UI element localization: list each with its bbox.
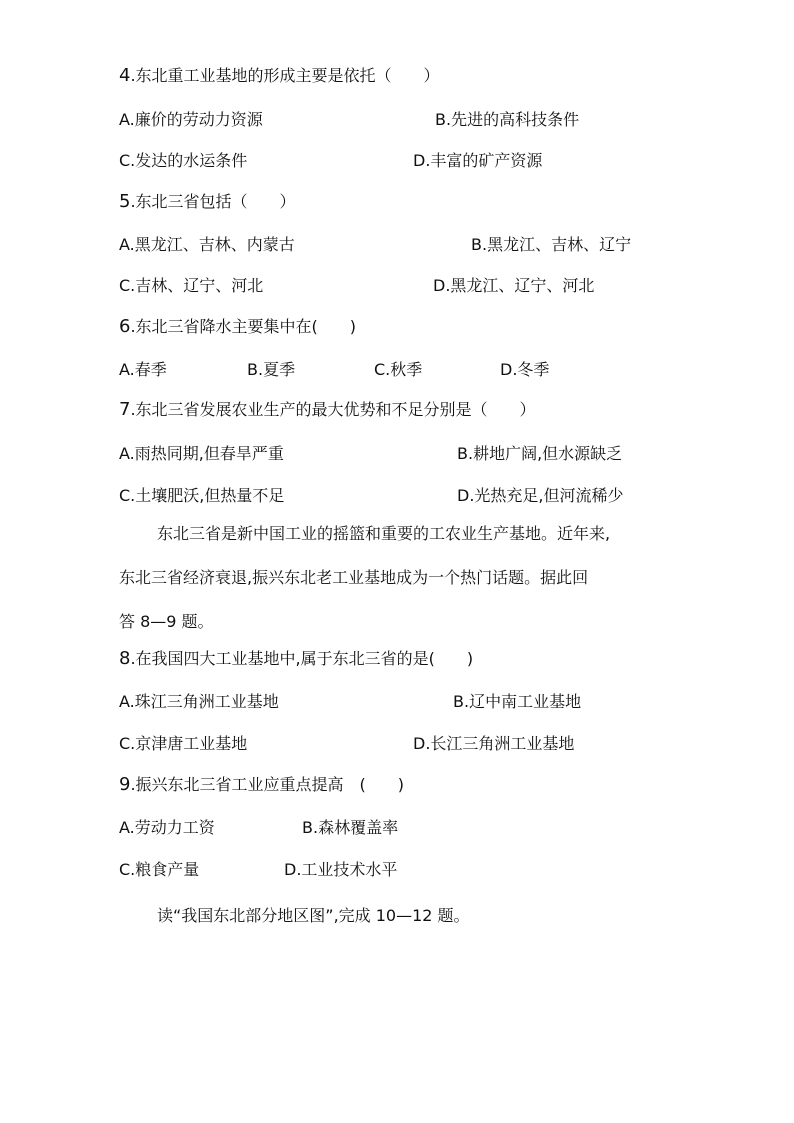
question-8	[119, 649, 473, 669]
option-8a: A.珠江三角洲工业基地	[119, 692, 279, 711]
option-6d: D.冬季	[500, 360, 550, 379]
option-7c: C.土壤肥沃,但热量不足	[119, 486, 285, 505]
option-6c: C.秋季	[374, 360, 423, 379]
question-number: 6	[119, 316, 131, 337]
question-text: .在我国四大工业基地中,属于东北三省的是( )	[130, 649, 474, 668]
option-9c: C.粮食产量	[119, 860, 200, 879]
option-8c: C.京津唐工业基地	[119, 734, 248, 753]
passage-line-1: 东北三省是新中国工业的摇篮和重要的工农业生产基地。近年来,	[157, 524, 611, 543]
question-7	[119, 400, 536, 420]
question-number: 5	[119, 191, 131, 212]
option-8b: B.辽中南工业基地	[453, 692, 582, 711]
option-6b: B.夏季	[247, 360, 296, 379]
question-5	[119, 192, 296, 212]
question-number: 8	[119, 648, 131, 669]
passage-line-3: 答 8—9 题。	[119, 612, 214, 631]
question-text: .东北三省降水主要集中在( )	[130, 317, 357, 336]
option-9d: D.工业技术水平	[284, 860, 398, 879]
map-intro: 读“我国东北部分地区图”,完成 10—12 题。	[157, 906, 470, 925]
option-5c: C.吉林、辽宁、河北	[119, 276, 264, 295]
option-4b: B.先进的高科技条件	[435, 110, 580, 129]
option-9a: A.劳动力工资	[119, 818, 215, 837]
option-7a: A.雨热同期,但春旱严重	[119, 444, 284, 463]
option-5b: B.黑龙江、吉林、辽宁	[471, 235, 632, 254]
question-6	[119, 317, 356, 337]
question-text: .东北三省发展农业生产的最大优势和不足分别是（ ）	[130, 400, 536, 419]
option-6a: A.春季	[119, 360, 167, 379]
question-9	[119, 775, 404, 795]
option-5a: A.黑龙江、吉林、内蒙古	[119, 235, 295, 254]
option-5d: D.黑龙江、辽宁、河北	[433, 276, 595, 295]
question-text: .振兴东北三省工业应重点提高 ( )	[130, 775, 405, 794]
option-4a: A.廉价的劳动力资源	[119, 110, 263, 129]
option-7d: D.光热充足,但河流稀少	[457, 486, 624, 505]
question-text: .东北重工业基地的形成主要是依托（ ）	[130, 66, 440, 85]
option-4c: C.发达的水运条件	[119, 151, 248, 170]
option-4d: D.丰富的矿产资源	[413, 151, 543, 170]
question-number: 4	[119, 65, 131, 86]
question-number: 7	[119, 399, 131, 420]
option-7b: B.耕地广阔,但水源缺乏	[457, 444, 623, 463]
question-4	[119, 66, 440, 86]
option-9b: B.森林覆盖率	[302, 818, 399, 837]
question-number: 9	[119, 774, 131, 795]
passage-line-2: 东北三省经济衰退,振兴东北老工业基地成为一个热门话题。据此回	[119, 568, 589, 587]
option-8d: D.长江三角洲工业基地	[413, 734, 575, 753]
question-text: .东北三省包括（ ）	[130, 192, 296, 211]
